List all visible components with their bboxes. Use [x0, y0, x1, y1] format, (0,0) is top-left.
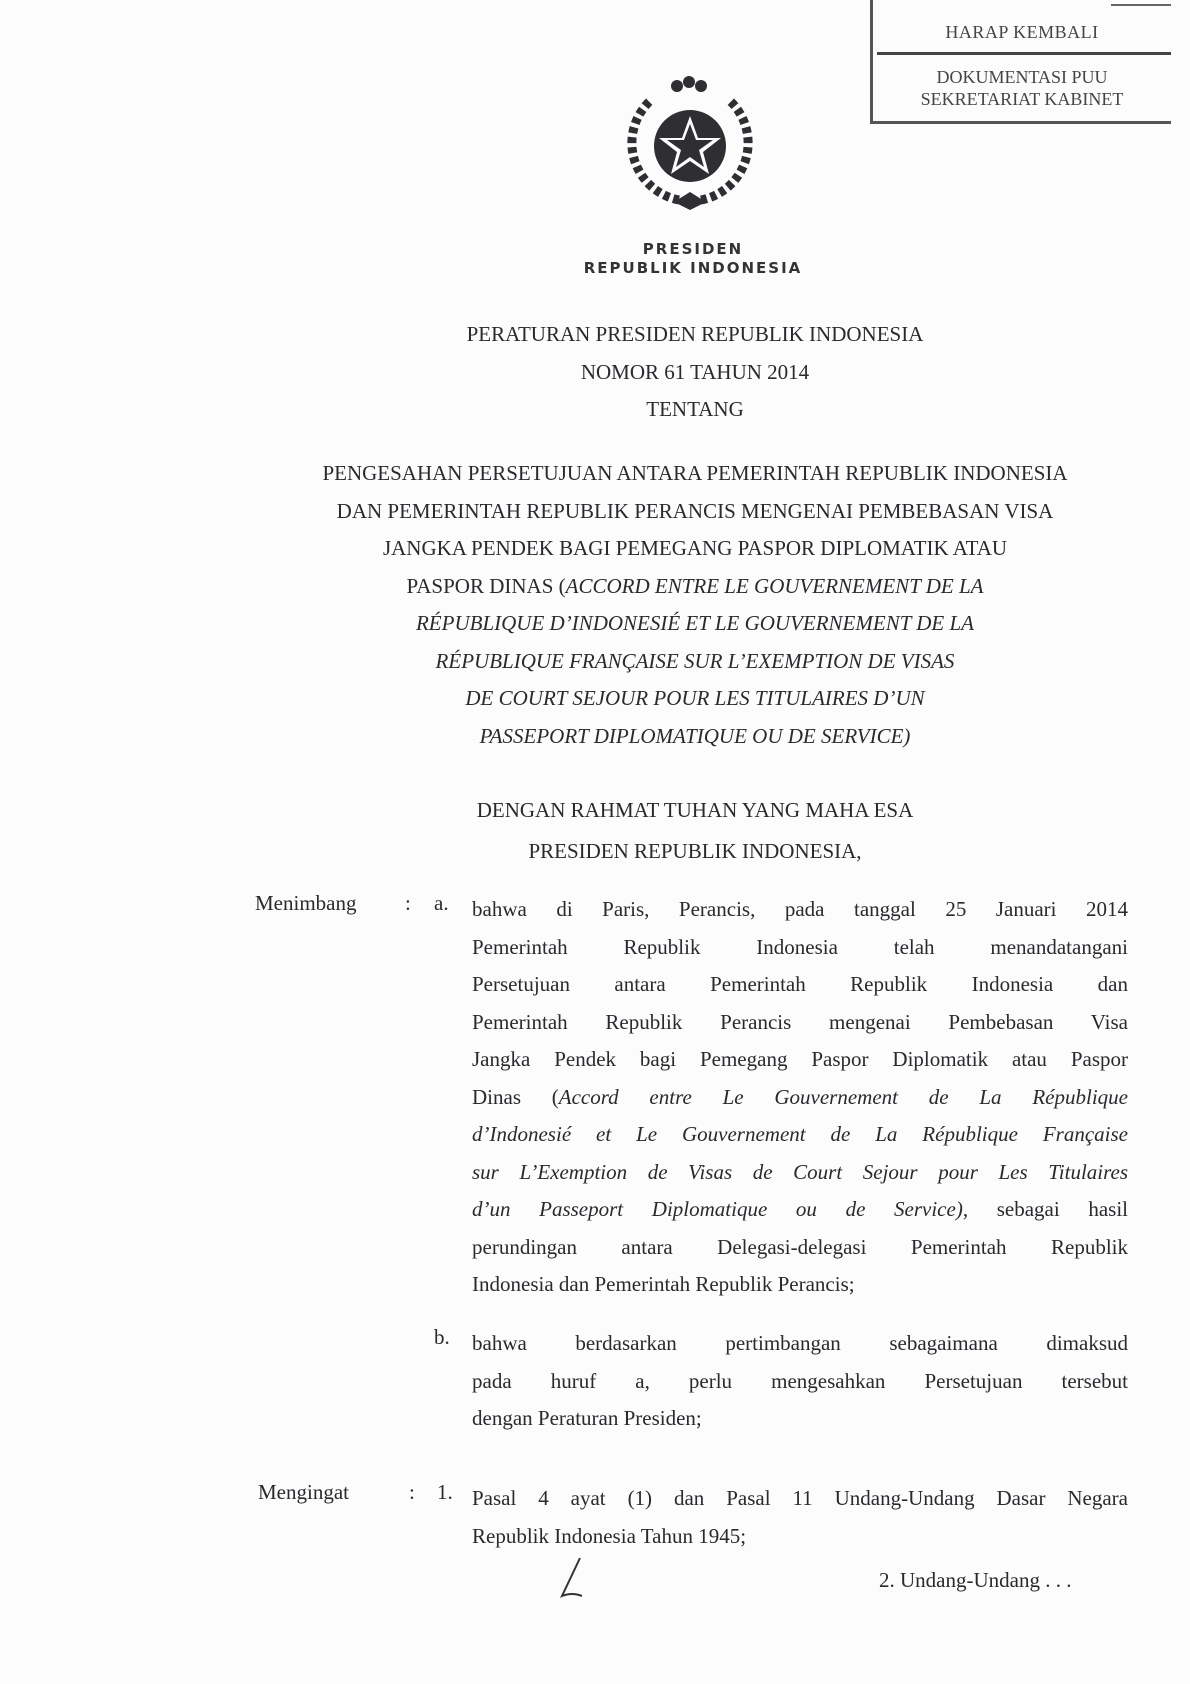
line-content: [472, 935, 1128, 959]
line-content: [472, 1486, 1128, 1510]
paraf-initial-icon: [552, 1556, 592, 1609]
text-line: [240, 643, 1150, 681]
text-segment: dengan Peraturan Presiden;: [472, 1406, 702, 1430]
text-segment: PASPOR DINAS (: [406, 573, 566, 598]
line-content: [337, 499, 1054, 523]
emblem-caption-1: PRESIDEN: [642, 240, 744, 258]
line-content: [472, 1085, 1128, 1109]
text-line: [472, 929, 1128, 967]
text-segment: DAN PEMERINTAH REPUBLIK PERANCIS MENGENAI PEMBEBASAN VISA: [336, 498, 1054, 523]
item-marker-b: b.: [434, 1325, 450, 1349]
line-content: [383, 536, 1007, 560]
line-content: [472, 1235, 1128, 1259]
italic-text: Accord entre Le Gouvernement de La République: [558, 1084, 1128, 1109]
line-content: [480, 724, 911, 748]
title-line: PERATURAN PRESIDEN REPUBLIK INDONESIA: [466, 322, 924, 346]
text-line: [472, 1363, 1128, 1401]
text-segment: bahwa berdasarkan pertimbangan sebagaimana dimaksud: [472, 1331, 1128, 1355]
line-content: [472, 1010, 1128, 1034]
text-line: [240, 605, 1150, 643]
text-segment: JANGKA PENDEK BAGI PEMEGANG PASPOR DIPLOMATIK ATAU: [382, 536, 1008, 560]
stamp-bottom-rule: [873, 121, 1171, 124]
text-line: [240, 568, 1150, 606]
text-line: [472, 891, 1128, 929]
text-line: [240, 455, 1150, 493]
line-content: [472, 1047, 1128, 1071]
text-segment: Pemerintah Republik Perancis mengenai Pembebasan Visa: [472, 1009, 1128, 1034]
item-marker-1: 1.: [437, 1480, 453, 1504]
presidential-emblem-icon: [619, 72, 761, 214]
mengingat-label: Mengingat: [258, 1480, 349, 1504]
text-line: [472, 1518, 1128, 1556]
text-line: [240, 530, 1150, 568]
text-line: [472, 1004, 1128, 1042]
text-segment: Pasal 4 ayat (1) dan Pasal 11 Undang-Undang Dasar Negara: [472, 1486, 1128, 1510]
text-segment: Persetujuan antara Pemerintah Republik Indonesia dan: [472, 972, 1128, 996]
italic-text: RÉPUBLIQUE D’INDONESIÉ ET LE GOUVERNEMENT DE LA: [415, 611, 975, 635]
title-tentang: TENTANG: [646, 397, 744, 421]
text-line: [472, 966, 1128, 1004]
text-line: [240, 718, 1150, 756]
text-line: [472, 1229, 1128, 1267]
text-segment: Jangka Pendek bagi Pemegang Paspor Diplomatik atau Paspor: [472, 1047, 1128, 1071]
text-line: [472, 1400, 1128, 1438]
mengingat-item-1: [472, 1480, 1128, 1555]
regulation-subject: [240, 455, 1150, 755]
text-line: [472, 1191, 1128, 1229]
text-segment: pada huruf a, perlu mengesahkan Persetujuan tersebut: [472, 1368, 1128, 1393]
line-content: [472, 897, 1128, 921]
stamp-divider: [877, 52, 1171, 55]
line-content: [465, 686, 924, 710]
preamble: [240, 792, 1150, 870]
menimbang-item-a: [472, 891, 1128, 1304]
text-segment: Dinas (: [472, 1084, 559, 1109]
stamp-line-2: DOKUMENTASI PUU: [936, 67, 1108, 87]
line-content: [472, 972, 1128, 996]
line-content: [407, 574, 984, 598]
italic-text: DE COURT SEJOUR POUR LES TITULAIRES D’UN: [465, 686, 925, 710]
text-segment: Republik Indonesia Tahun 1945;: [472, 1523, 747, 1548]
italic-text: ACCORD ENTRE LE GOUVERNEMENT DE LA: [565, 573, 984, 598]
text-line: [472, 1079, 1128, 1117]
preamble-line-2: PRESIDEN REPUBLIK INDONESIA,: [528, 838, 862, 863]
line-content: [472, 1272, 855, 1296]
line-content: [472, 1331, 1128, 1355]
stamp-text: [873, 66, 1171, 110]
text-line: [472, 1480, 1128, 1518]
italic-text: d’un Passeport Diplomatique ou de Service): [472, 1197, 963, 1221]
text-line: [472, 1154, 1128, 1192]
italic-text: d’Indonesié et Le Gouvernement de La République Française: [472, 1122, 1128, 1146]
italic-text: sur L’Exemption de Visas de Court Sejour pour Les Titulaires: [472, 1159, 1128, 1184]
line-content: [472, 1160, 1128, 1184]
text-segment: , sebagai hasil: [962, 1197, 1128, 1221]
text-line: [472, 1041, 1128, 1079]
text-line: [240, 493, 1150, 531]
text-line: [472, 1116, 1128, 1154]
text-segment: bahwa di Paris, Perancis, pada tanggal 25 Januari 2014: [472, 897, 1128, 921]
text-line: [472, 1325, 1128, 1363]
item-marker-a: a.: [434, 891, 449, 915]
line-content: [472, 1197, 1128, 1221]
text-segment: perundingan antara Delegasi-delegasi Pemerintah Republik: [472, 1234, 1128, 1259]
italic-text: PASSEPORT DIPLOMATIQUE OU DE SERVICE): [479, 723, 911, 748]
line-content: [436, 649, 955, 673]
preamble-line-1: DENGAN RAHMAT TUHAN YANG MAHA ESA: [476, 798, 914, 822]
text-line: [472, 1266, 1128, 1304]
menimbang-colon: :: [405, 891, 411, 915]
regulation-title: [240, 316, 1150, 429]
stamp-mark: [1111, 4, 1171, 6]
text-line: [240, 680, 1150, 718]
italic-text: RÉPUBLIQUE FRANÇAISE SUR L’EXEMPTION DE VISAS: [435, 648, 955, 673]
mengingat-colon: :: [409, 1480, 415, 1504]
line-content: [472, 1524, 746, 1548]
page-continuation: 2. Undang-Undang . . .: [879, 1568, 1072, 1592]
line-content: [472, 1122, 1128, 1146]
stamp-line-1: HARAP KEMBALI: [945, 22, 1099, 42]
line-content: [416, 611, 974, 635]
menimbang-item-b: [472, 1325, 1128, 1438]
menimbang-label: Menimbang: [255, 891, 357, 915]
text-segment: Pemerintah Republik Indonesia telah menandatangani: [472, 934, 1128, 959]
text-segment: Indonesia dan Pemerintah Republik Perancis;: [472, 1272, 855, 1296]
title-number: NOMOR 61 TAHUN 2014: [580, 359, 810, 384]
emblem-caption-2: REPUBLIK INDONESIA: [583, 259, 803, 277]
archive-stamp: [870, 0, 1171, 124]
stamp-line-3: SEKRETARIAT KABINET: [920, 89, 1124, 109]
line-content: [322, 461, 1067, 485]
line-content: [472, 1406, 702, 1430]
text-segment: PENGESAHAN PERSETUJUAN ANTARA PEMERINTAH REPUBLIK INDONESIA: [322, 461, 1068, 485]
line-content: [472, 1369, 1128, 1393]
